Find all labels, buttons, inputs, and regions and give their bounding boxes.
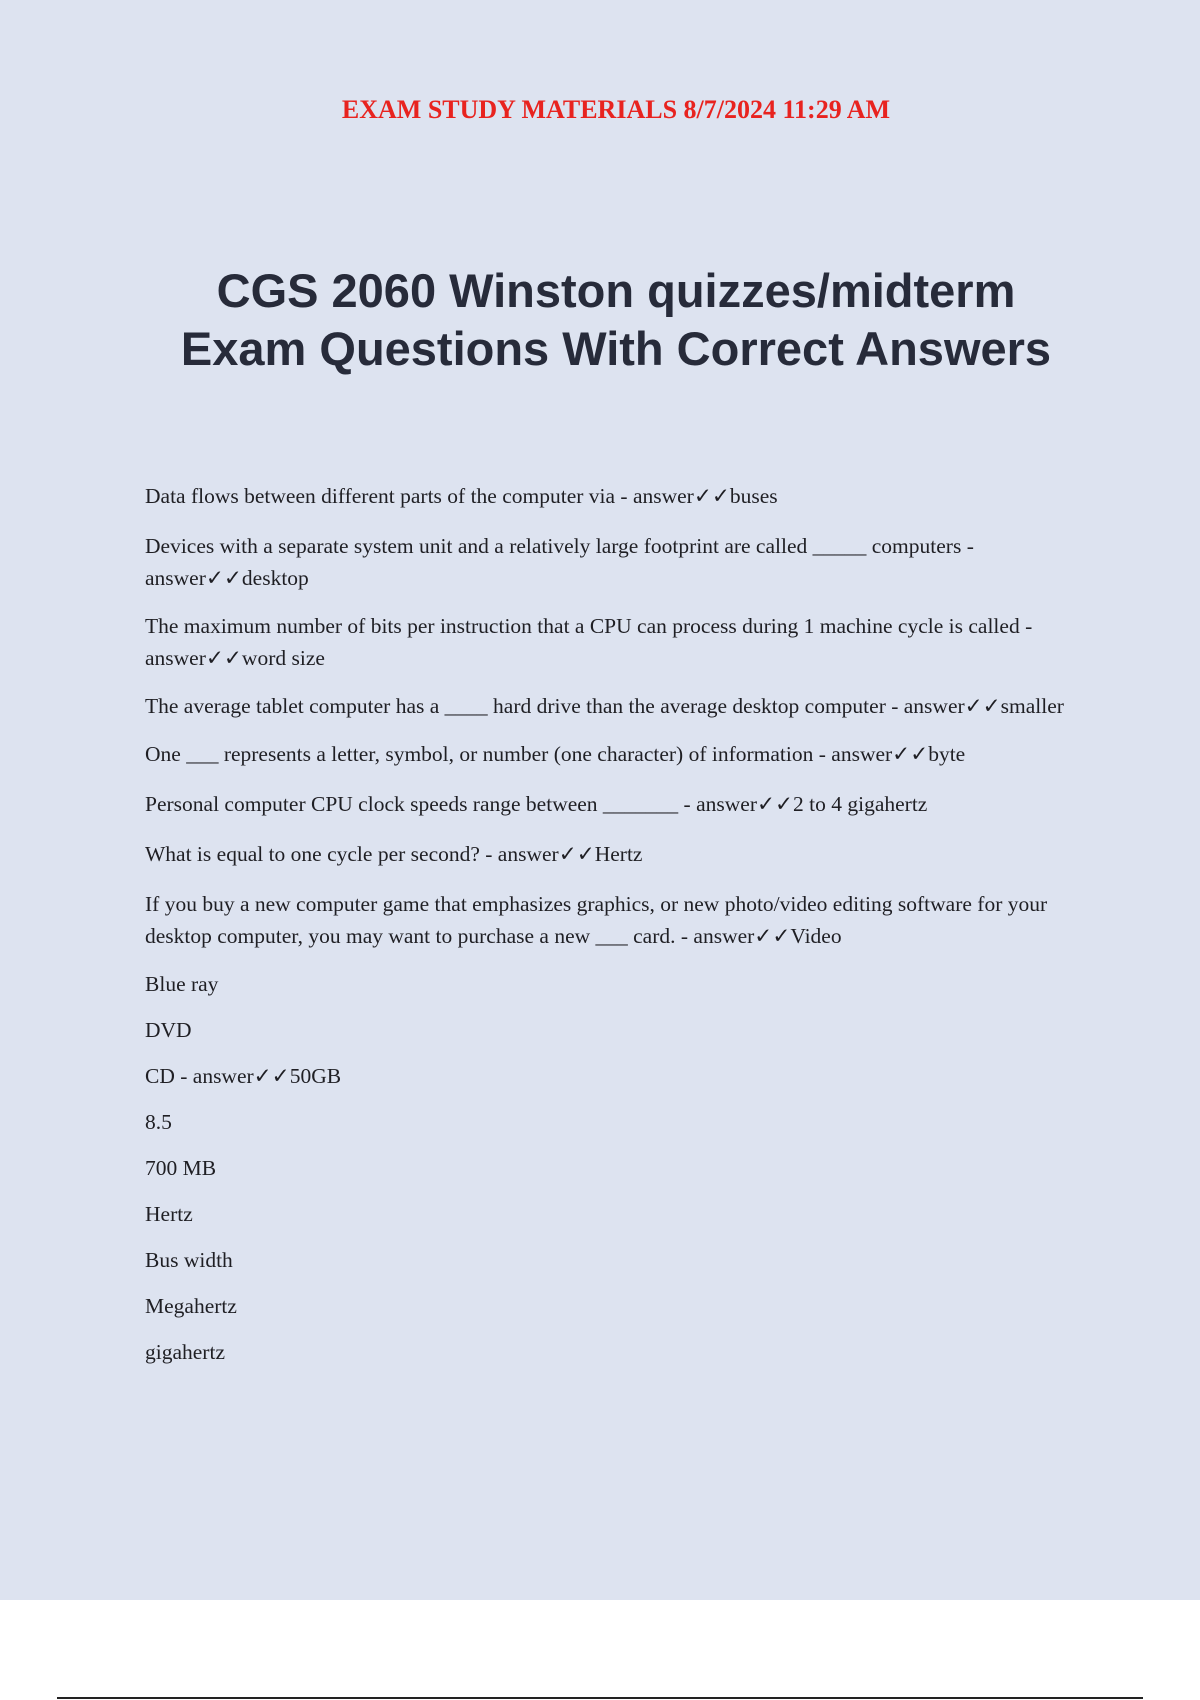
answer-option: 700 MB (145, 1156, 217, 1180)
answer-option: DVD (145, 1018, 192, 1042)
document-title-line-1: CGS 2060 Winston quizzes/midterm (216, 264, 1016, 317)
qa-item: Personal computer CPU clock speeds range between _______ - answer✓✓2 to 4 gigahertz (145, 792, 928, 816)
qa-item: Devices with a separate system unit and a relatively large footprint are called _____ computers - answer✓✓desktop (145, 534, 974, 590)
qa-item: Data flows between different parts of the computer via - answer✓✓buses (145, 484, 778, 508)
answer-option: Megahertz (145, 1294, 237, 1318)
answer-option: 8.5 (145, 1110, 172, 1134)
qa-item: The average tablet computer has a ____ hard drive than the average desktop computer - answer✓✓smaller (145, 694, 1064, 718)
answer-option: Bus width (145, 1248, 233, 1272)
document-title (0, 262, 1200, 378)
qa-item: One ___ represents a letter, symbol, or number (one character) of information - answer✓✓byte (145, 742, 966, 766)
qa-item: If you buy a new computer game that emphasizes graphics, or new photo/video editing software for your desktop computer, you may want to purchase a new ___ card. - answer✓✓Video (145, 892, 1048, 948)
document-title-line-2: Exam Questions With Correct Answers (180, 322, 1052, 375)
answer-option: gigahertz (145, 1340, 225, 1364)
answer-option: Blue ray (145, 972, 219, 996)
answer-option: Hertz (145, 1202, 193, 1226)
qa-item: The maximum number of bits per instruction that a CPU can process during 1 machine cycle is called - answer✓✓word size (145, 614, 1033, 670)
qa-item: What is equal to one cycle per second? - answer✓✓Hertz (145, 842, 643, 866)
footer-divider (57, 1697, 1143, 1699)
answer-option: CD - answer✓✓50GB (145, 1064, 342, 1088)
exam-header-stamp: EXAM STUDY MATERIALS 8/7/2024 11:29 AM (341, 95, 891, 124)
qa-list (145, 480, 1080, 1382)
